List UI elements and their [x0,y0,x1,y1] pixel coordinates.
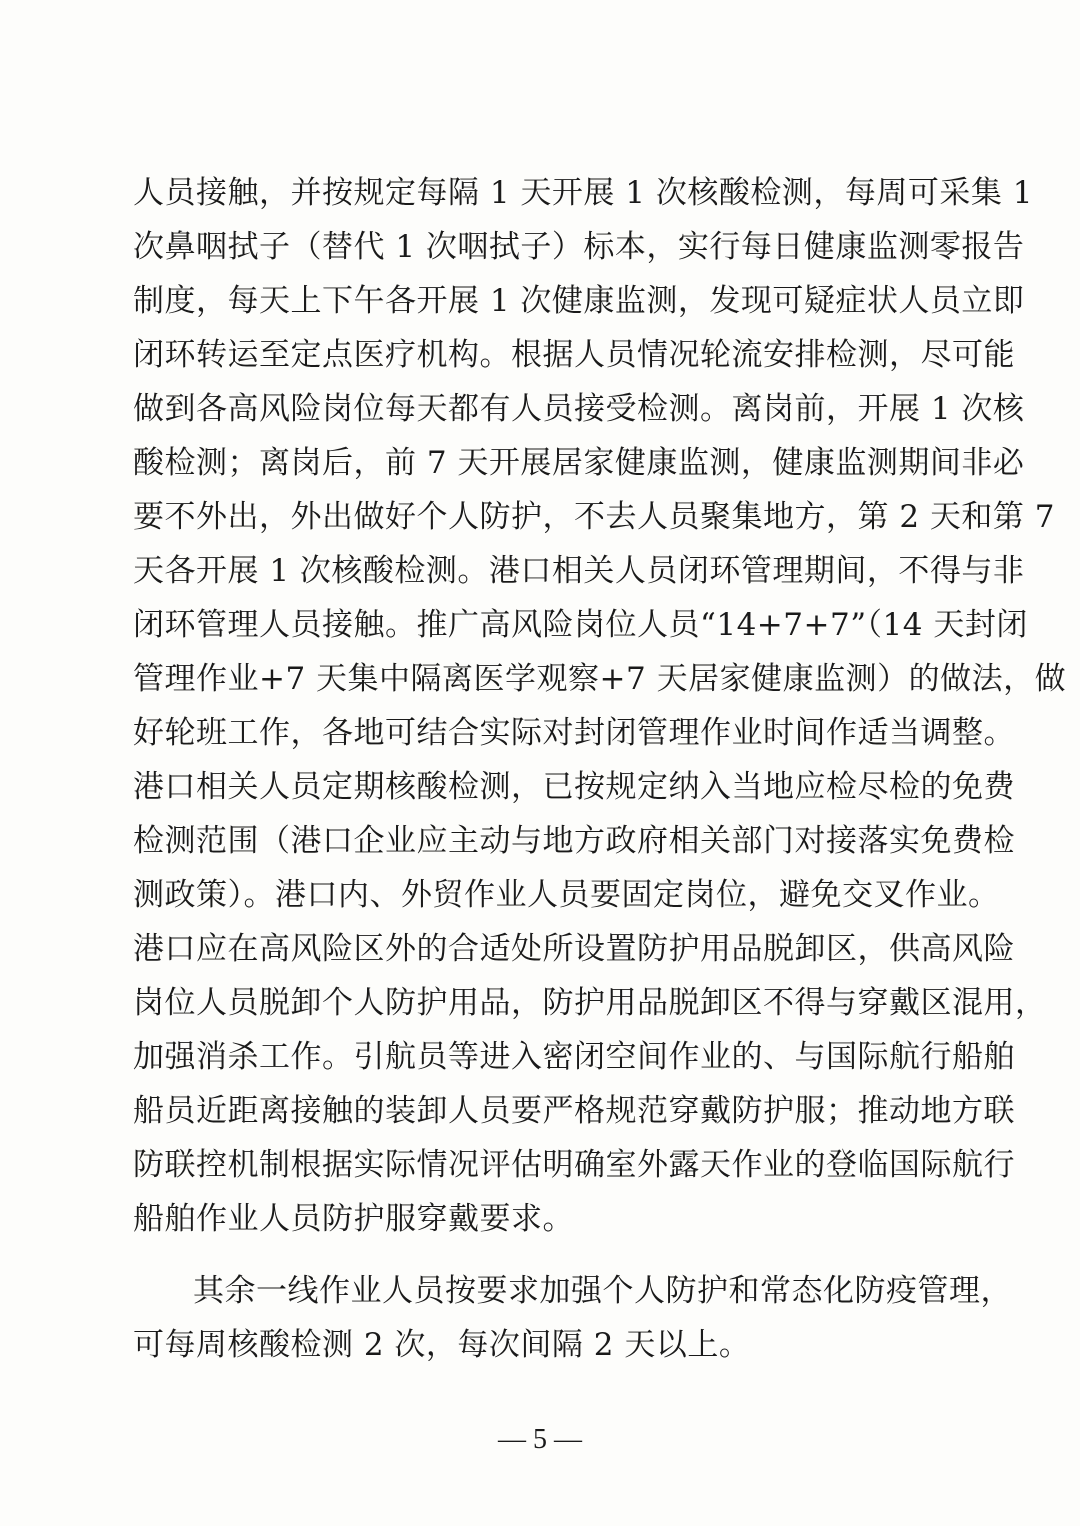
text-line: 要不外出，外出做好个人防护，不去人员聚集地方，第 2 天和第 7 [133,499,1056,535]
text-line: 天各开展 1 次核酸检测。港口相关人员闭环管理期间，不得与非 [133,553,1025,589]
text-line: 防联控机制根据实际情况评估明确室外露天作业的登临国际航行 [133,1147,1015,1183]
text-line: 制度，每天上下午各开展 1 次健康监测，发现可疑症状人员立即 [133,283,1025,319]
text-line: 港口相关人员定期核酸检测，已按规定纳入当地应检尽检的免费 [133,769,1015,805]
paragraph-first-line: 其余一线作业人员按要求加强个人防护和常态化防疫管理， [193,1273,1012,1309]
text-line: 船员近距离接触的装卸人员要严格规范穿戴防护服；推动地方联 [133,1093,1015,1129]
text-line: 测政策）。港口内、外贸作业人员要固定岗位，避免交叉作业。 [133,877,1000,913]
text-line: 做到各高风险岗位每天都有人员接受检测。离岗前，开展 1 次核 [133,391,1025,427]
text-line: 检测范围（港口企业应主动与地方政府相关部门对接落实免费检 [133,823,1015,859]
text-line: 次鼻咽拭子（替代 1 次咽拭子）标本，实行每日健康监测零报告 [133,229,1025,265]
text-line: 酸检测；离岗后，前 7 天开展居家健康监测，健康监测期间非必 [133,445,1025,481]
page-number: — 5 — [498,1424,582,1455]
text-line: 人员接触，并按规定每隔 1 天开展 1 次核酸检测，每周可采集 1 [133,175,1033,211]
text-line: 管理作业+7 天集中隔离医学观察+7 天居家健康监测）的做法，做 [133,661,1067,697]
text-line: 加强消杀工作。引航员等进入密闭空间作业的、与国际航行船舶 [133,1039,1015,1075]
text-line: 好轮班工作，各地可结合实际对封闭管理作业时间作适当调整。 [133,715,1015,751]
text-line: 可每周核酸检测 2 次，每次间隔 2 天以上。 [133,1327,751,1363]
text-line: 闭环转运至定点医疗机构。根据人员情况轮流安排检测，尽可能 [133,337,1015,373]
text-line: 船舶作业人员防护服穿戴要求。 [133,1201,574,1237]
text-line: 岗位人员脱卸个人防护用品，防护用品脱卸区不得与穿戴区混用， [133,985,1047,1021]
text-line: 港口应在高风险区外的合适处所设置防护用品脱卸区，供高风险 [133,931,1015,967]
text-line: 闭环管理人员接触。推广高风险岗位人员“14+7+7”（14 天封闭 [133,607,1028,643]
body-text [133,166,1067,1372]
